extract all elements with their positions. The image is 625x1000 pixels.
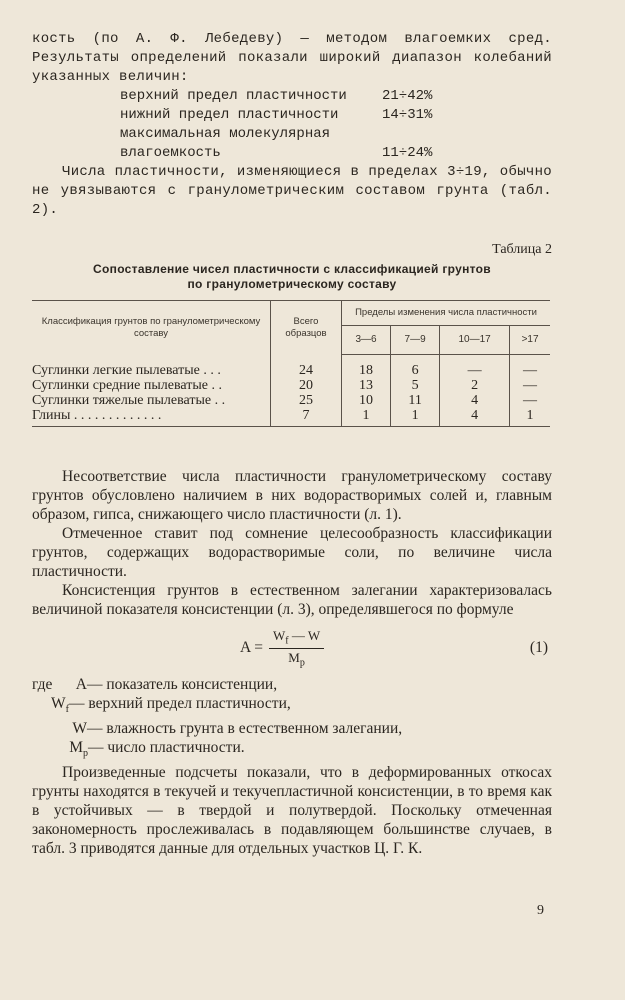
list-item-label: верхний предел пластичности <box>120 88 347 104</box>
definitions <box>32 675 552 763</box>
row-name: Глины . . . . . . . . . . . . . <box>32 408 271 427</box>
list-item <box>120 125 552 144</box>
row-value: 1 <box>510 408 550 427</box>
list-item <box>120 106 552 125</box>
paragraph-6: Произведенные подсчеты показали, что в деформированных откосах грунты находятся в текучей и текучепластичной консистенции, в то время как в устойчивых — в твердой и полутвердой. Поскольку отмеченная закономерность прослеживалась в подавляющем большинстве случаев, в табл. 3 приводятся данные для отдельных участков Ц. Г. К. <box>32 764 552 858</box>
paragraph-2: Числа пластичности, изменяющиеся в пределах 3÷19, обычно не увязываются с гранулометрическим составом грунта (табл. 2). <box>32 164 552 218</box>
row-value: 13 <box>342 378 391 393</box>
list-item-value: 14÷31% <box>382 107 433 123</box>
formula <box>32 627 552 669</box>
formula-symbol: — W <box>288 627 321 643</box>
table-row <box>32 393 550 408</box>
definition-symbol-main: W <box>51 695 66 712</box>
table-label: Таблица 2 <box>492 242 552 257</box>
definition-item <box>32 675 552 694</box>
definition-symbol: A <box>75 676 87 693</box>
row-value: 5 <box>391 378 440 393</box>
page-number: 9 <box>537 903 544 918</box>
paragraph-3: Несоответствие числа пластичности гранулометрическому составу грунтов обусловлено наличием в них водорастворимых солей и, главным образом, гипса, снижающего число пластичности (л. 1). <box>32 468 552 523</box>
row-value: — <box>510 393 550 408</box>
row-value: — <box>510 378 550 393</box>
row-value: 4 <box>440 393 510 408</box>
row-name: Суглинки тяжелые пылеватые . . <box>32 393 226 408</box>
table-row <box>32 378 550 393</box>
row-total: 7 <box>271 408 342 427</box>
row-value: 18 <box>342 355 391 379</box>
row-value: 10 <box>342 393 391 408</box>
table-row <box>32 355 550 379</box>
row-total: 25 <box>271 393 342 408</box>
row-value: 2 <box>440 378 510 393</box>
paragraph-5: Консистенция грунтов в естественном залегании характеризовалась величиной показателя консистенции (л. 3), определявшегося по формуле <box>32 582 552 618</box>
table-title-line: по гранулометрическому составу <box>187 277 397 291</box>
plasticity-table <box>32 300 550 427</box>
row-name: Суглинки средние пылеватые . . <box>32 378 222 393</box>
row-value: — <box>440 355 510 379</box>
list-item <box>120 87 552 106</box>
row-total: 24 <box>271 355 342 379</box>
paragraph-4: Отмеченное ставит под сомнение целесообразность классификации грунтов, содержащих водорастворимые соли, по величине числа пластичности. <box>32 525 552 580</box>
row-total: 20 <box>271 378 342 393</box>
formula-numerator <box>269 628 324 649</box>
row-value: 11 <box>391 393 440 408</box>
definition-item <box>32 738 552 763</box>
list-item-value: 11÷24% <box>382 145 433 161</box>
definition-symbol-main: M <box>69 739 83 757</box>
definition-item <box>32 694 552 719</box>
definitions-prefix: где <box>32 676 53 693</box>
formula-fraction <box>269 628 324 668</box>
list-item-label: влагоемкость <box>120 145 221 161</box>
definition-text: — число пластичности. <box>88 739 245 757</box>
definition-text: — показатель консистенции, <box>87 676 278 693</box>
row-value: 6 <box>391 355 440 379</box>
definition-subscript: f <box>65 704 69 716</box>
row-value: 1 <box>391 408 440 427</box>
row-name: Суглинки легкие пылеватые . . . <box>32 362 221 378</box>
paragraph-1: кость (по А. Ф. Лебедеву) — методом влагоемких сред. Результаты определений показали широкий диапазон колебаний указанных величин: <box>32 31 552 85</box>
sub-column-header: >17 <box>510 326 550 355</box>
sub-column-header: 10—17 <box>440 326 510 355</box>
definition-symbol <box>32 694 69 719</box>
column-header-group: Пределы изменения числа пластичности <box>342 301 551 326</box>
formula-lhs: A = <box>240 639 263 656</box>
page-content <box>32 30 552 858</box>
definition-symbol: W <box>72 720 87 738</box>
formula-symbol: M <box>288 649 300 665</box>
formula-number: (1) <box>529 639 548 656</box>
list-item-label: максимальная молекулярная <box>120 126 331 142</box>
list-item-value: 21÷42% <box>382 88 433 104</box>
sub-column-header: 7—9 <box>391 326 440 355</box>
table-row <box>32 408 550 427</box>
column-header-class: Классификация грунтов по гранулометрическому составу <box>32 301 271 355</box>
definition-item <box>32 719 552 738</box>
column-header-total: Всего образцов <box>271 301 342 355</box>
plasticity-list <box>120 87 552 163</box>
row-value: — <box>510 355 550 379</box>
formula-subscript: f <box>285 635 289 647</box>
table-title-line: Сопоставление чисел пластичности с классификацией грунтов <box>93 262 491 276</box>
formula-symbol: W <box>272 627 286 643</box>
row-value: 1 <box>342 408 391 427</box>
list-item-label: нижний предел пластичности <box>120 107 339 123</box>
sub-column-header: 3—6 <box>342 326 391 355</box>
row-value: 4 <box>440 408 510 427</box>
formula-subscript: p <box>299 657 305 669</box>
definition-text: — влажность грунта в естественном залегании, <box>87 720 403 738</box>
list-item <box>120 144 552 163</box>
formula-denominator <box>288 649 305 669</box>
definition-subscript: p <box>83 748 88 760</box>
definition-text: — верхний предел пластичности, <box>69 695 291 712</box>
table-title <box>32 262 552 292</box>
definition-symbol <box>32 738 88 763</box>
